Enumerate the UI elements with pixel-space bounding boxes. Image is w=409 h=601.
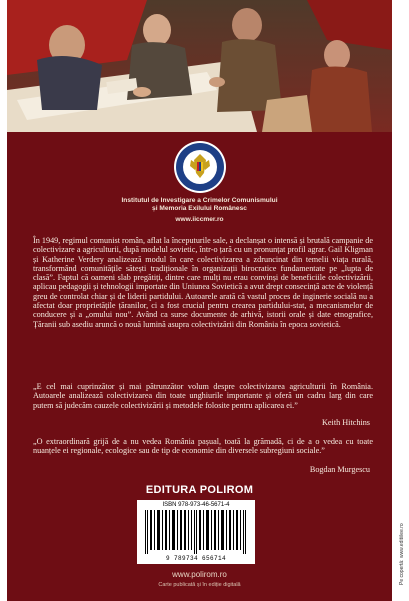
barcode-digits: 9 789734 656714 — [165, 555, 226, 562]
publisher-name: EDITURA POLIROM — [145, 484, 254, 496]
barcode-block — [137, 500, 255, 564]
back-cover — [7, 0, 392, 601]
spine-note — [398, 470, 406, 590]
book-description: În 1949, regimul comunist român, aflat la începuturile sale, a declanșat o intensă și brutală campanie de colectivizare a agriculturii, după modelul sovietic, într-o țară cu un pronunțat profil agrar. Gail Kligman și Katherine Verdery analizează modul în care colectivizarea a zdruncinat din temelii viața rurală, transformând comunitățile sătești tradiționale în organizații birocratice fundamentate pe „lupta de clasă”. Faptul că oameni slab pregătiți, dintre care mulți nu erau convinși de beneficiile colectivizării, aplicau pedagogii și tehnologii importate din Uniunea Sovietică a avut drept consecință acte de violență greu de controlat chiar și de liderii partidului. Autoarele arată că vastul proces de inginerie socială nu a afectat doar proprietățile țăranilor, ci a fost crucial pentru crearea partidului-stat, a mecanismelor de conducere și a „omului nou”. Având ca surse documente de arhivă, istorii orale și date etnografice, Țăranii sub asediu aruncă o nouă lumină asupra colectivizării din România în epoca sovietică. — [33, 236, 373, 329]
quote-author: Keith Hitchins — [322, 418, 370, 427]
publisher-website: www.polirom.ro — [172, 570, 227, 579]
edition-note: Carte publicată și în ediție digitală — [158, 582, 241, 588]
institute-emblem-icon — [173, 140, 227, 194]
quote-author: Bogdan Murgescu — [309, 465, 370, 474]
quote-text: „O extraordinară grijă de a nu vedea România pașual, toată la grămadă, ci de a o vedea cu toate nuanțele ei regionale, ecologice sau de tip de economie din diversele subregiuni sociale.” — [33, 437, 373, 456]
isbn-number: ISBN 978-973-46-5671-4 — [162, 502, 230, 508]
institute-name-line2: și Memoria Exilului Românesc — [152, 205, 247, 212]
quote-text: „E cel mai cuprinzător și mai pătrunzător volum despre colectivizarea agriculturii în România. Autoarele analizează colectivizarea din toate unghiurile importante și oferă un cadru larg din care putem să judecăm cauzele colectivizării și metodele folosite pentru aplicarea ei.” — [33, 382, 373, 410]
spine-note-text: Pe copertă: www.editiilee.ro — [399, 523, 405, 585]
cover-painting — [7, 0, 392, 132]
barcode-icon — [145, 510, 247, 554]
institute-name-line1: Institutul de Investigare a Crimelor Comunismului — [121, 197, 278, 204]
institute-website: www.iiccmer.ro — [175, 216, 224, 223]
